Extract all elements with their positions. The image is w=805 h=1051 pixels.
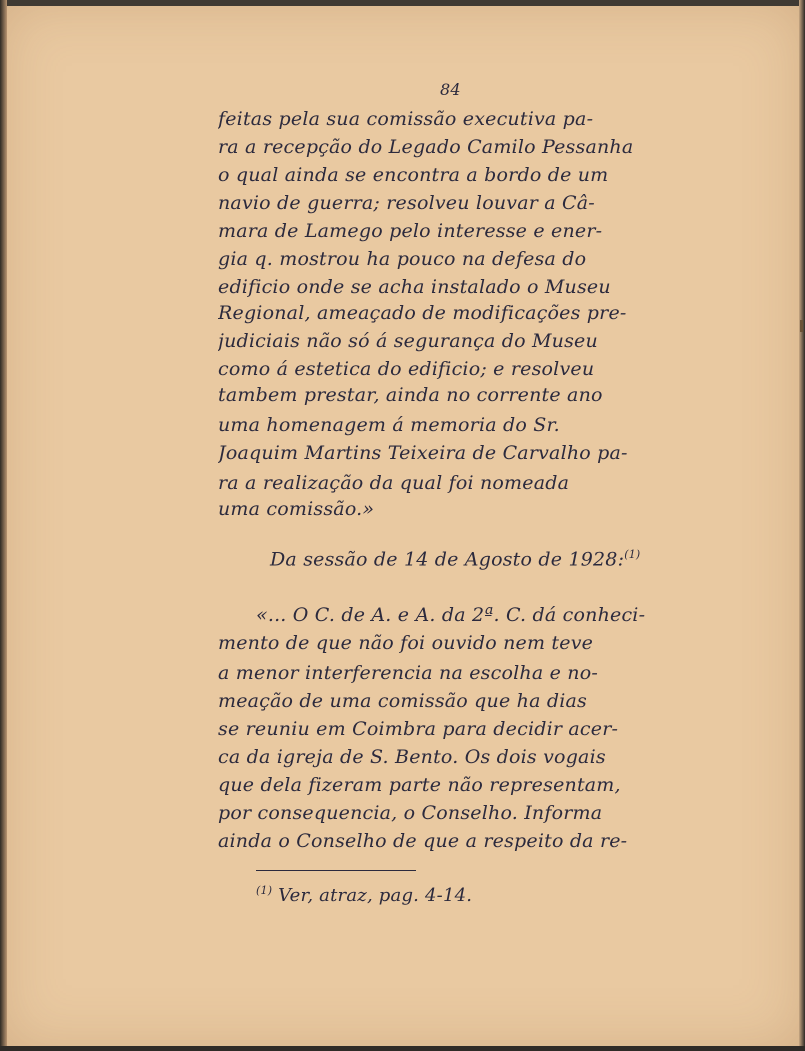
footnote-reference: (1): [624, 548, 641, 561]
text-line: que dela fizeram parte não representam,: [218, 774, 621, 796]
footnote-text: Ver, atraz, pag. 4-14.: [278, 885, 473, 906]
text-line: ca da igreja de S. Bento. Os dois vogais: [218, 746, 606, 768]
text-line: «... O C. de A. e A. da 2ª. C. dá conheci-: [256, 604, 646, 626]
text-line: o qual ainda se encontra a bordo de um: [218, 164, 609, 186]
text-line: ainda o Conselho de que a respeito da re-: [218, 830, 628, 852]
scan-edge-left: [0, 0, 7, 1051]
text-line: Joaquim Martins Teixeira de Carvalho pa-: [218, 442, 628, 464]
text-line: uma homenagem á memoria do Sr.: [218, 414, 560, 436]
footnote-separator: [256, 870, 416, 871]
text-line: mento de que não foi ouvido nem teve: [218, 632, 594, 654]
text-line: gia q. mostrou ha pouco na defesa do: [218, 248, 587, 270]
text-line: feitas pela sua comissão executiva pa-: [218, 108, 594, 130]
text-line: como á estetica do edificio; e resolveu: [218, 358, 595, 380]
text-line: judiciais não só á segurança do Museu: [218, 330, 598, 352]
scan-edge-right: [799, 0, 805, 1051]
footnote-marker: (1): [256, 884, 273, 897]
margin-mark: [800, 320, 803, 332]
text-line: se reuniu em Coimbra para decidir acer-: [218, 718, 619, 740]
text-line: Regional, ameaçado de modificações pre-: [218, 302, 627, 324]
text-line: tambem prestar, ainda no corrente ano: [218, 384, 603, 406]
text-line: ra a recepção do Legado Camilo Pessanha: [218, 136, 634, 158]
footnote: [256, 884, 472, 906]
text-line: mara de Lamego pelo interesse e ener-: [218, 220, 603, 242]
text-line: por consequencia, o Conselho. Informa: [218, 802, 603, 824]
text-line: ra a realização da qual foi nomeada: [218, 472, 570, 494]
session-heading: [270, 548, 640, 570]
session-heading-text: Da sessão de 14 de Agosto de 1928:: [270, 548, 625, 571]
text-line: edificio onde se acha instalado o Museu: [218, 276, 611, 298]
page-number: 84: [440, 80, 461, 99]
text-line: uma comissão.»: [218, 498, 375, 520]
scan-edge-bottom: [0, 1046, 805, 1051]
scan-edge-top: [0, 0, 805, 6]
text-line: a menor interferencia na escolha e no-: [218, 662, 598, 684]
text-line: meação de uma comissão que ha dias: [218, 690, 587, 712]
text-line: navio de guerra; resolveu louvar a Câ-: [218, 192, 595, 214]
